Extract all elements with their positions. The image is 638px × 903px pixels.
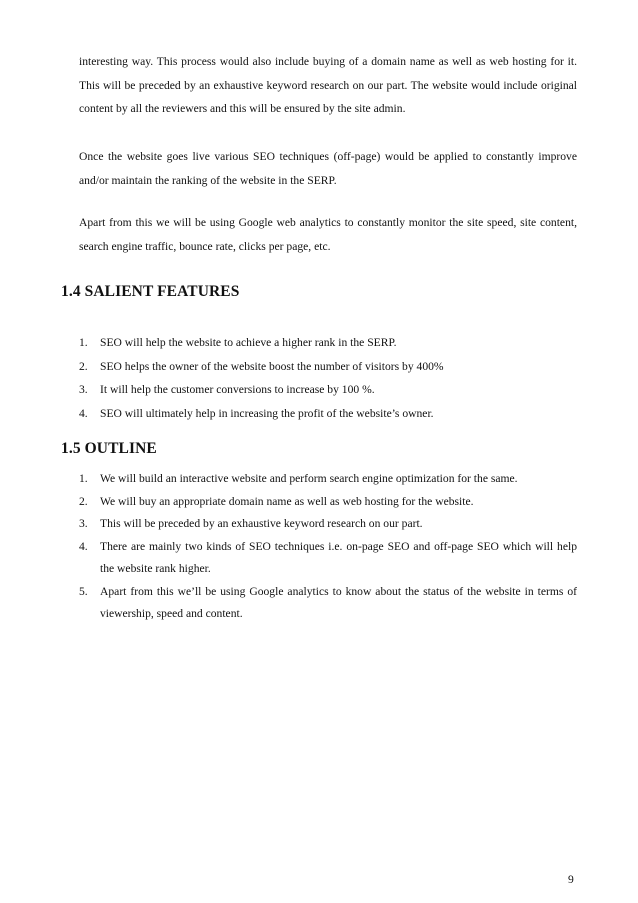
list-item (79, 331, 577, 355)
list-item (79, 378, 577, 402)
outline-list (79, 468, 577, 626)
paragraph-analytics: Apart from this we will be using Google web analytics to constantly monitor the site speed, site content, search engine traffic, bounce rate, clicks per page, etc. (79, 216, 577, 253)
list-item (79, 468, 577, 491)
list-item-text: It will help the customer conversions to increase by 100 %. (100, 383, 375, 396)
paragraph-seo-techniques: Once the website goes live various SEO techniques (off-page) would be applied to constantly improve and/or maintain the ranking of the website in the SERP. (79, 150, 577, 187)
list-number: 3. (79, 517, 88, 530)
list-item (79, 402, 577, 426)
section-heading-outline: 1.5 OUTLINE (61, 440, 157, 457)
list-item (79, 355, 577, 379)
list-number: 5. (79, 584, 88, 598)
list-item (79, 581, 577, 626)
list-item-text: SEO helps the owner of the website boost the number of visitors by 400% (100, 359, 444, 373)
list-number: 2. (79, 494, 88, 508)
page-number: 9 (568, 873, 574, 886)
list-item-text: SEO will ultimately help in increasing the profit of the website’s owner. (100, 406, 434, 420)
list-item (79, 491, 577, 514)
list-item-text: Apart from this we’ll be using Google analytics to know about the status of the website in terms of viewership, speed and content. (100, 584, 577, 620)
list-item-text: SEO will help the website to achieve a higher rank in the SERP. (100, 336, 397, 349)
list-number: 4. (79, 406, 88, 420)
list-item-text: This will be preceded by an exhaustive keyword research on our part. (100, 517, 423, 530)
list-number: 2. (79, 359, 88, 373)
salient-features-list (79, 331, 577, 425)
list-number: 1. (79, 336, 88, 349)
list-item (79, 536, 577, 581)
list-number: 1. (79, 472, 88, 485)
list-number: 4. (79, 539, 88, 553)
list-item-text: We will buy an appropriate domain name as well as web hosting for the website. (100, 494, 474, 508)
list-item-text: There are mainly two kinds of SEO techniques i.e. on-page SEO and off-page SEO which will help the website rank higher. (100, 539, 577, 575)
list-number: 3. (79, 383, 88, 396)
list-item (79, 513, 577, 536)
section-heading-salient-features: 1.4 SALIENT FEATURES (61, 283, 240, 300)
list-item-text: We will build an interactive website and perform search engine optimization for the same. (100, 472, 518, 485)
paragraph-intro: interesting way. This process would also include buying of a domain name as well as web hosting for it. This will be preceded by an exhaustive keyword research on our part. The website would include original content by all the reviewers and this will be ensured by the site admin. (79, 55, 577, 115)
